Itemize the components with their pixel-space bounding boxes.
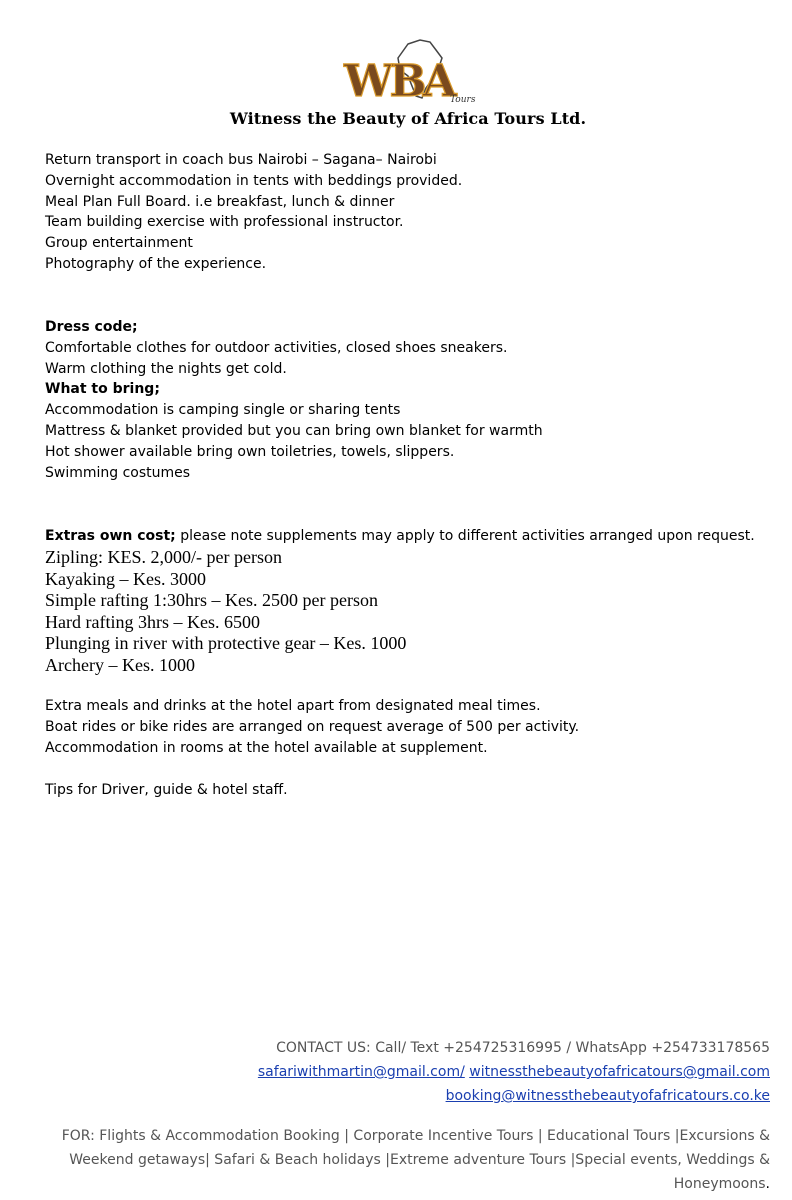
list-item: Swimming costumes <box>45 464 191 481</box>
list-item: Boat rides or bike rides are arranged on request average of 500 per activity. <box>45 718 580 735</box>
list-item: Warm clothing the nights get cold. <box>45 360 287 377</box>
activity-item: Archery – Kes. 1000 <box>45 654 195 675</box>
activity-item: Kayaking – Kes. 3000 <box>45 568 206 589</box>
list-item: Accommodation in rooms at the hotel available at supplement. <box>45 739 488 756</box>
email-link-primary[interactable]: safariwithmartin@gmail.com/ <box>257 1064 465 1080</box>
list-item: Group entertainment <box>45 235 193 252</box>
list-item: Team building exercise with professional instructor. <box>45 214 404 231</box>
footer-line: Honeymoons <box>673 1176 766 1192</box>
dress-and-bring-section <box>45 317 543 483</box>
list-item: Mattress & blanket provided but you can bring own blanket for warmth <box>45 422 543 439</box>
extras-activities-list <box>45 547 406 676</box>
tips-text: Tips for Driver, guide & hotel staff. <box>45 782 288 798</box>
email-link-secondary[interactable]: witnessthebeautyofafricatours@gmail.com <box>469 1064 770 1080</box>
list-item: Overnight accommodation in tents with beddings provided. <box>45 172 463 189</box>
list-item: Comfortable clothes for outdoor activities, closed shoes sneakers. <box>45 339 508 356</box>
list-item: Meal Plan Full Board. i.e breakfast, lunch & dinner <box>45 193 395 210</box>
activity-item: Simple rafting 1:30hrs – Kes. 2500 per person <box>45 590 378 610</box>
contact-block <box>258 1036 770 1108</box>
list-item: Return transport in coach bus Nairobi – Sagana– Nairobi <box>45 152 437 168</box>
inclusions-list <box>45 150 462 275</box>
extras-heading: Extras own cost; <box>45 528 176 544</box>
tips-line <box>45 780 288 801</box>
contact-line: CONTACT US: Call/ Text +254725316995 / WhatsApp +254733178565 <box>276 1040 770 1056</box>
activity-item: Zipling: KES. 2,000/- per person <box>45 547 282 567</box>
logo-letters: WBA <box>344 56 453 106</box>
list-item: Extra meals and drinks at the hotel apart from designated meal times. <box>45 698 541 714</box>
company-name: Witness the Beauty of Africa Tours Ltd. <box>229 109 587 128</box>
list-item: Photography of the experience. <box>45 255 267 272</box>
logo-sub: Tours <box>450 95 476 105</box>
dress-code-heading: Dress code; <box>45 319 138 335</box>
company-logo <box>338 36 478 106</box>
services-footer <box>50 1124 770 1196</box>
footer-line: Weekend getaways| Safari & Beach holidays |Extreme adventure Tours |Special events, Weddings & <box>69 1152 770 1168</box>
extras-note: please note supplements may apply to different activities arranged upon request. <box>175 528 755 544</box>
footer-line: FOR: Flights & Accommodation Booking | Corporate Incentive Tours | Educational Tours |Excursions & <box>61 1128 770 1144</box>
email-link-booking[interactable]: booking@witnessthebeautyofafricatours.co.ke <box>445 1088 770 1104</box>
activity-item: Hard rafting 3hrs – Kes. 6500 <box>45 611 260 632</box>
extras-heading-line <box>45 526 755 547</box>
what-to-bring-heading: What to bring; <box>45 381 160 398</box>
extras-other-list <box>45 696 579 758</box>
footer-period: . <box>765 1176 770 1192</box>
list-item: Accommodation is camping single or sharing tents <box>45 402 401 419</box>
list-item: Hot shower available bring own toiletries, towels, slippers. <box>45 443 455 460</box>
activity-item: Plunging in river with protective gear – Kes. 1000 <box>45 633 407 653</box>
